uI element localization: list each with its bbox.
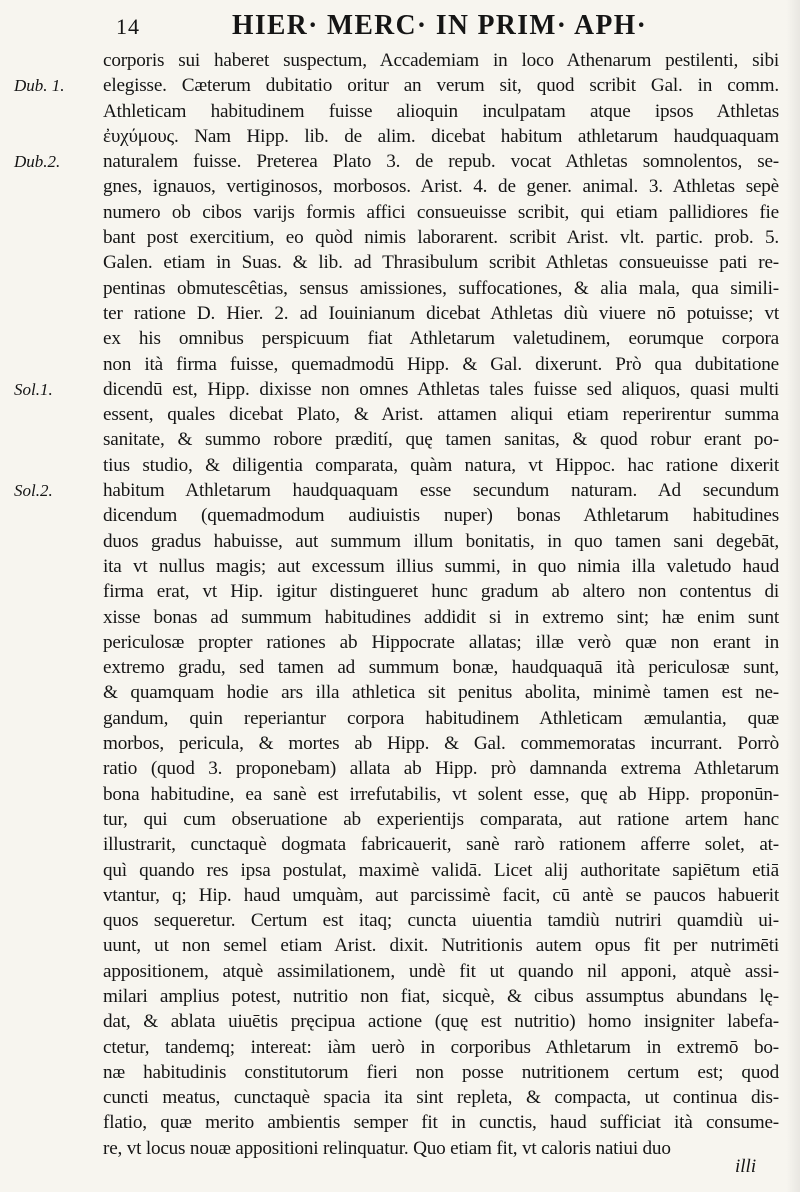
text-line: & quamquam hodie ars illa athletica sit penitus abolita, minimè tamen est ne-: [103, 682, 779, 704]
text-line: Galen. etiam in Suas. & lib. ad Thrasibulum scribit Athletas consueuisse pati re-: [103, 252, 779, 274]
text-line: illustrarit, cunctaquè dogmata fabricauerit, sanè rarò rationem afferre solet, at-: [103, 834, 779, 856]
catchword: illi: [735, 1156, 757, 1177]
text-line: ita vt nullus magis; aut excessum illius summi, in quo nimia illa valetudo haud: [103, 555, 779, 577]
body-text: [103, 48, 779, 1161]
text-line: vtantur, q; Hip. haud umquàm, aut parcissimè facit, cū antè se paucos habuerit: [103, 884, 779, 906]
text-line: appositionem, atquè assimilationem, undè fit ut quando nil apponi, atquè assi-: [103, 960, 779, 982]
text-line: uunt, ut non semel etiam Arist. dixit. Nutritionis autem opus fit per nutrimēti: [103, 935, 779, 957]
text-line: ἐυχύμους. Nam Hipp. lib. de alim. dicebat habitum athletarum haudquaquam: [103, 125, 779, 147]
text-line: tur, qui cum obseruatione ab experientijs comparata, aut ratione artem hanc: [103, 808, 779, 830]
text-line: ex his omnibus perspicuum fiat Athletarum valetudinem, eorumque corpora: [103, 328, 779, 350]
margin-note: Dub. 1.: [14, 76, 65, 96]
page-edge-shadow: [786, 0, 800, 1192]
text-line: tius studio, & diligentia comparata, quàm natura, vt Hippoc. hac ratione dixerit: [103, 454, 779, 476]
text-line: milari amplius potest, nutritio non fiat, sicquè, & cibus assumptus abundans lę-: [103, 985, 779, 1007]
text-line: duos gradus habuisse, aut summum illum bonitatis, in quo tamen sani degebāt,: [103, 530, 779, 552]
text-line: gnes, ignauos, vertiginosos, morbosos. Arist. 4. de gener. animal. 3. Athletas sepè: [103, 176, 779, 198]
text-line: bant post exercitium, eo quòd nimis laborarent. scribit Arist. vlt. partic. prob. 5.: [103, 227, 779, 249]
text-line: morbos, pericula, & mortes ab Hipp. & Gal. commemoratas incurrant. Porrò: [103, 733, 779, 755]
text-line: xisse bonas ad summum habitudines addidit si in extremo sint; hæ enim sunt: [103, 606, 779, 628]
text-line: elegisse. Cæterum dubitatio oritur an verum sit, quod scribit Gal. in comm.: [103, 75, 779, 97]
margin-note: Dub.2.: [14, 152, 61, 172]
text-line: firma erat, vt Hip. igitur distingueret hunc gradum ab altero non contentus di: [103, 581, 779, 603]
text-line: ter ratione D. Hier. 2. ad Iouinianum dicebat Athletas diù viuere nō potuisse; vt: [103, 302, 779, 324]
text-line: extremo gradu, sed tamen ad summum bonæ, haudquaquā ità periculosæ sunt,: [103, 657, 779, 679]
text-line: non ità firma fuisse, quemadmodū Hipp. & Gal. dixerunt. Prò qua dubitatione: [103, 353, 779, 375]
text-line: periculosæ propter rationes ab Hippocrate allatas; illæ verò quæ non erant in: [103, 631, 779, 653]
text-line: essent, quales dicebat Plato, & Arist. attamen aliqui etiam reperirentur summa: [103, 404, 779, 426]
text-line: dicendum (quemadmodum audiuistis nuper) bonas Athletarum habitudines: [103, 505, 779, 527]
text-line: quos sequeretur. Certum est itaq; cuncta uiuentia tamdiù nutriri quamdiù ui-: [103, 910, 779, 932]
margin-note: Sol.2.: [14, 481, 53, 501]
text-line: dicendū est, Hipp. dixisse non omnes Athletas tales fuisse sed aliquos, quasi multi: [103, 378, 779, 400]
text-line: dat, & ablata uiuētis pręcipua actione (quę est nutritio) homo insigniter labefa-: [103, 1011, 779, 1033]
page-header: [0, 6, 800, 42]
text-line: re, vt locus nouæ appositioni relinquatur. Quo etiam fit, vt caloris natiui duo: [103, 1137, 671, 1159]
text-line: flatio, quæ merito ambientis semper fit in cunctis, haud sufficiat ità consume-: [103, 1112, 779, 1134]
text-line: naturalem fuisse. Preterea Plato 3. de repub. vocat Athletas somnolentos, se-: [103, 151, 779, 173]
text-line: habitum Athletarum haudquaquam esse secundum naturam. Ad secundum: [103, 480, 779, 502]
running-head: HIER· MERC· IN PRIM· APH·: [232, 9, 648, 41]
text-line: numero ob cibos varijs formis affici consueuisse scribit, qui etiam pallidiores fie: [103, 201, 779, 223]
margin-note: Sol.1.: [14, 379, 53, 399]
text-line: pentinas obmutescêtias, sensus amissiones, suffocationes, & alia mala, qua simili-: [103, 277, 779, 299]
page-number: 14: [116, 14, 140, 39]
text-line: cuncti meatus, cunctaquè spacia ita sint repleta, & compacta, ut continua dis-: [103, 1087, 779, 1109]
text-line: bona habitudine, ea sanè est irrefutabilis, vt solent esse, quę ab Hipp. proponūn-: [103, 783, 779, 805]
text-line: næ habitudinis constitutorum fieri non posse nutritionem certum est; quod: [103, 1061, 779, 1083]
text-line: gandum, quin reperiantur corpora habitudinem Athleticam æmulantia, quæ: [103, 707, 779, 729]
text-line: sanitate, & summo robore prædití, quę tamen sanitas, & quod robur erant po-: [103, 429, 779, 451]
text-line: ctetur, tandemq; intereat: iàm uerò in corporibus Athletarum in extremō bo-: [103, 1036, 779, 1058]
text-line: Athleticam habitudinem fuisse alioquin inculpatam atque ipsos Athletas: [103, 100, 779, 122]
text-line: quì quando res ipsa postulat, maximè validā. Licet alij authoritate sapiētum etiā: [103, 859, 779, 881]
text-line: ratio (quod 3. proponebam) allata ab Hipp. prò damnanda extrema Athletarum: [103, 758, 779, 780]
text-line: corporis sui haberet suspectum, Accademiam in loco Athenarum pestilenti, sibi: [103, 50, 779, 71]
